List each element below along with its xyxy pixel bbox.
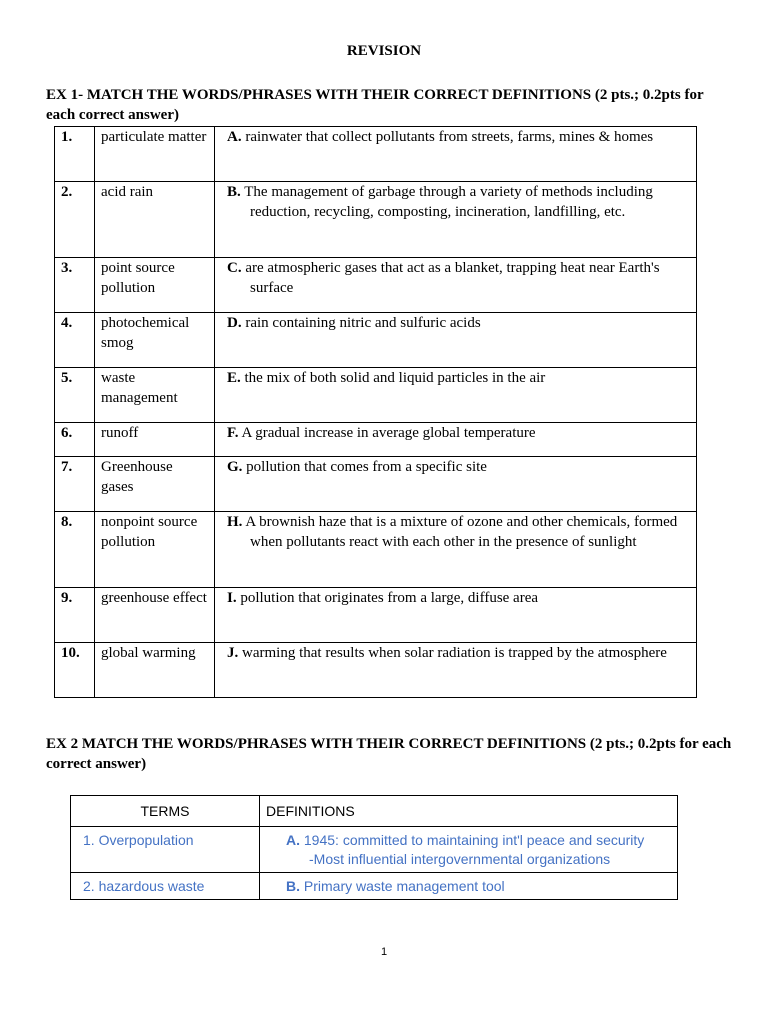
exercise-2-table bbox=[70, 795, 678, 900]
table-row bbox=[71, 873, 678, 900]
term-cell: photochemical smog bbox=[95, 313, 215, 368]
definition-text: Primary waste management tool bbox=[303, 878, 505, 894]
definition-text: The management of garbage through a variety of methods including reduction, recycling, composting, incineration, landfilling, etc. bbox=[244, 184, 653, 220]
definition-text: pollution that originates from a large, diffuse area bbox=[240, 590, 539, 606]
term-cell: greenhouse effect bbox=[95, 588, 215, 643]
definition-cell bbox=[215, 182, 697, 258]
table-row bbox=[55, 127, 697, 182]
definition-cell bbox=[215, 643, 697, 698]
row-number: 5. bbox=[55, 368, 95, 423]
definition-letter: H. bbox=[227, 514, 243, 530]
definition-text: pollution that comes from a specific site bbox=[246, 459, 487, 475]
row-number: 9. bbox=[55, 588, 95, 643]
table-row bbox=[71, 827, 678, 873]
page-number: 1 bbox=[380, 946, 388, 958]
exercise-2-heading: EX 2 MATCH THE WORDS/PHRASES WITH THEIR CORRECT DEFINITIONS (2 pts.; 0.2pts for each correct answer) bbox=[46, 736, 732, 772]
column-header-terms: TERMS bbox=[71, 796, 260, 827]
table-row bbox=[55, 368, 697, 423]
table-row bbox=[55, 457, 697, 512]
term-cell: 2. hazardous waste bbox=[71, 873, 260, 900]
definition-letter: A. bbox=[227, 129, 242, 145]
row-number: 3. bbox=[55, 258, 95, 313]
row-number: 1. bbox=[55, 127, 95, 182]
definition-letter: D. bbox=[227, 315, 242, 331]
definition-cell bbox=[215, 258, 697, 313]
definition-cell bbox=[215, 588, 697, 643]
definition-letter: E. bbox=[227, 370, 241, 386]
definition-cell bbox=[215, 127, 697, 182]
term-cell: global warming bbox=[95, 643, 215, 698]
term-cell: nonpoint source pollution bbox=[95, 512, 215, 588]
page-title: REVISION bbox=[346, 43, 422, 59]
row-number: 7. bbox=[55, 457, 95, 512]
table-row bbox=[55, 182, 697, 258]
exercise-1-table bbox=[54, 126, 697, 698]
definition-text: A brownish haze that is a mixture of ozone and other chemicals, formed when pollutants react with each other in the presence of sunlight bbox=[245, 514, 678, 550]
row-number: 2. bbox=[55, 182, 95, 258]
table-row bbox=[55, 258, 697, 313]
definition-text: rainwater that collect pollutants from streets, farms, mines & homes bbox=[245, 129, 654, 145]
definition-cell bbox=[215, 512, 697, 588]
table-header-row bbox=[71, 796, 678, 827]
term-cell: particulate matter bbox=[95, 127, 215, 182]
row-number: 10. bbox=[55, 643, 95, 698]
definition-letter: B. bbox=[286, 878, 300, 894]
definition-text: rain containing nitric and sulfuric acids bbox=[245, 315, 481, 331]
definition-text: are atmospheric gases that act as a blanket, trapping heat near Earth's surface bbox=[245, 260, 660, 296]
definition-letter: C. bbox=[227, 260, 242, 276]
table-row bbox=[55, 588, 697, 643]
definition-text: A gradual increase in average global temperature bbox=[241, 425, 536, 441]
definition-cell bbox=[215, 423, 697, 457]
term-cell: point source pollution bbox=[95, 258, 215, 313]
term-cell: Greenhouse gases bbox=[95, 457, 215, 512]
table-row bbox=[55, 313, 697, 368]
definition-letter: G. bbox=[227, 459, 243, 475]
definition-letter: F. bbox=[227, 425, 239, 441]
definition-cell bbox=[260, 873, 678, 900]
definition-text: 1945: committed to maintaining int'l peace and security bbox=[303, 832, 645, 848]
table-row bbox=[55, 643, 697, 698]
row-number: 8. bbox=[55, 512, 95, 588]
definition-text: warming that results when solar radiation is trapped by the atmosphere bbox=[242, 645, 667, 661]
definition-text: the mix of both solid and liquid particles in the air bbox=[244, 370, 546, 386]
table-row bbox=[55, 423, 697, 457]
definition-letter: J. bbox=[227, 645, 239, 661]
definition-letter: B. bbox=[227, 184, 241, 200]
term-cell: acid rain bbox=[95, 182, 215, 258]
definition-cell bbox=[260, 827, 678, 873]
term-cell: runoff bbox=[95, 423, 215, 457]
exercise-1-heading: EX 1- MATCH THE WORDS/PHRASES WITH THEIR CORRECT DEFINITIONS (2 pts.; 0.2pts for each correct answer) bbox=[46, 87, 704, 123]
term-cell: waste management bbox=[95, 368, 215, 423]
definition-cell bbox=[215, 457, 697, 512]
table-row bbox=[55, 512, 697, 588]
column-header-definitions: DEFINITIONS bbox=[260, 796, 678, 827]
definition-letter: I. bbox=[227, 590, 237, 606]
row-number: 6. bbox=[55, 423, 95, 457]
row-number: 4. bbox=[55, 313, 95, 368]
definition-extra: -Most influential intergovernmental organizations bbox=[309, 851, 611, 867]
definition-cell bbox=[215, 313, 697, 368]
definition-letter: A. bbox=[286, 832, 300, 848]
term-cell: 1. Overpopulation bbox=[71, 827, 260, 873]
definition-cell bbox=[215, 368, 697, 423]
